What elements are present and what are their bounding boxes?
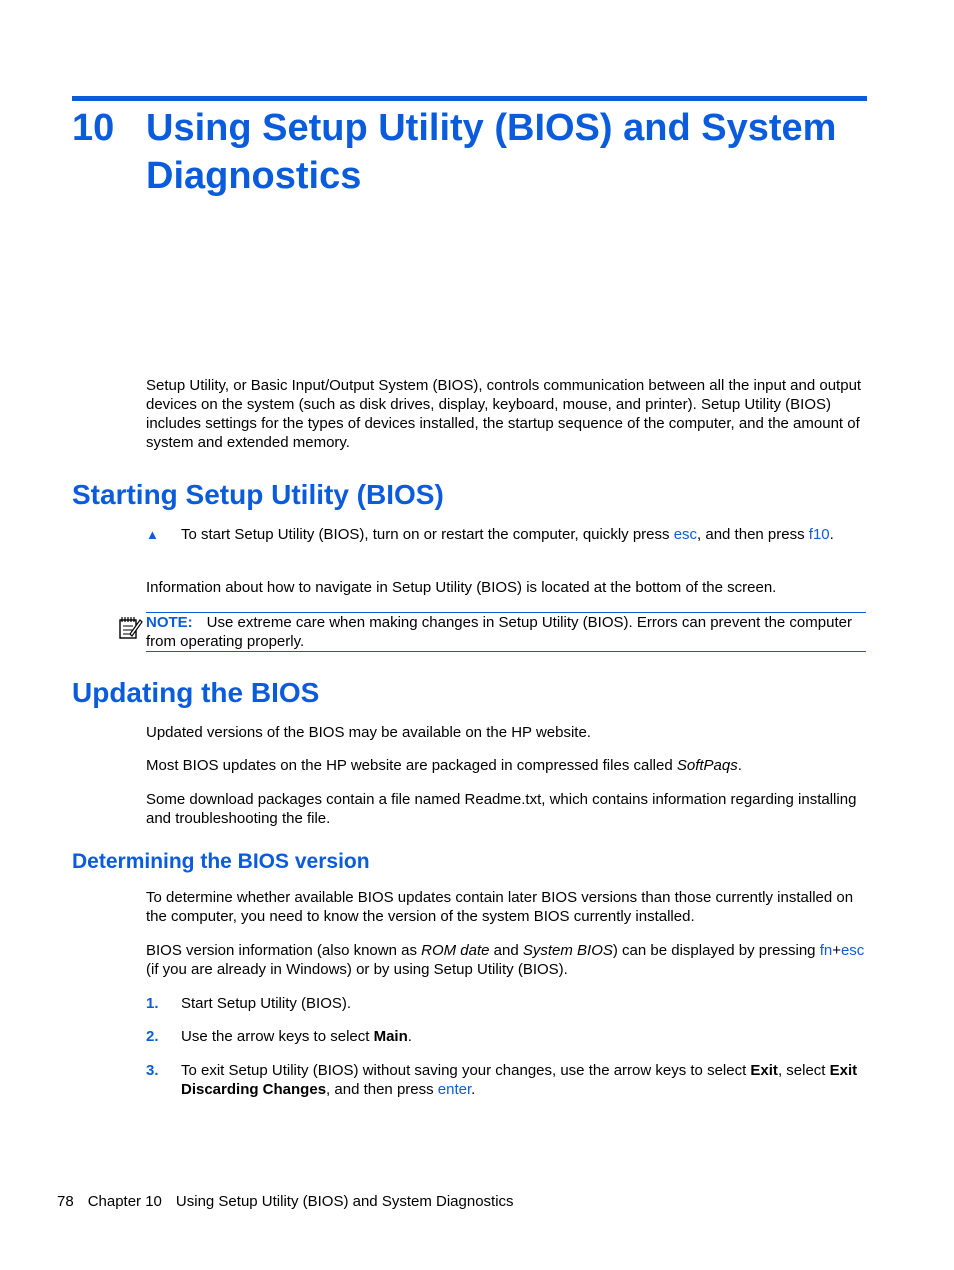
navigation-info: Information about how to navigate in Setup Utility (BIOS) is located at the bottom of the screen. xyxy=(146,579,777,596)
step-2-text-1: Use the arrow keys to select xyxy=(181,1028,374,1045)
rom-date-term: ROM date xyxy=(421,942,490,959)
menu-exit: Exit xyxy=(750,1062,778,1079)
update-paragraph-2 xyxy=(146,756,866,775)
page-number: 78 xyxy=(57,1193,74,1210)
heading-starting-setup-utility: Starting Setup Utility (BIOS) xyxy=(72,479,444,510)
key-enter: enter xyxy=(437,1081,472,1098)
menu-main: Main xyxy=(373,1028,408,1045)
step-3-text-3: , and then press xyxy=(326,1081,438,1098)
version-p2-text-2: and xyxy=(489,942,523,959)
start-instruction-text-3: . xyxy=(829,526,834,543)
version-paragraph-2 xyxy=(146,941,866,979)
key-plus: + xyxy=(832,942,841,959)
step-text-2 xyxy=(181,1027,861,1046)
update-p2-text-2: . xyxy=(737,757,742,774)
step-3-text-2: , select xyxy=(777,1062,830,1079)
update-paragraph-1: Updated versions of the BIOS may be available on the HP website. xyxy=(146,724,591,741)
version-p2-text-4: (if you are already in Windows) or by using Setup Utility (BIOS). xyxy=(146,961,568,978)
version-p2-text-3: ) can be displayed by pressing xyxy=(612,942,820,959)
key-esc-2: esc xyxy=(840,942,865,959)
chapter-number: 10 xyxy=(72,107,115,149)
step-number-3: 3. xyxy=(146,1062,159,1079)
system-bios-term: System BIOS xyxy=(522,942,613,959)
chapter-rule xyxy=(72,96,867,101)
note-label: NOTE: xyxy=(146,614,193,631)
version-paragraph-1: To determine whether available BIOS updates contain later BIOS versions than those currently installed on the computer, you need to know the version of the system BIOS currently installed. xyxy=(146,889,854,925)
start-instruction-text-2: , and then press xyxy=(697,526,809,543)
update-p2-text-1: Most BIOS updates on the HP website are packaged in compressed files called xyxy=(146,757,677,774)
softpaqs-term: SoftPaqs xyxy=(676,757,738,774)
heading-updating-bios: Updating the BIOS xyxy=(72,677,320,708)
note-text: Use extreme care when making changes in Setup Utility (BIOS). Errors can prevent the computer from operating properly. xyxy=(146,614,852,650)
key-fn: fn xyxy=(819,942,833,959)
step-number-2: 2. xyxy=(146,1028,159,1045)
step-3-text-1: To exit Setup Utility (BIOS) without saving your changes, use the arrow keys to select xyxy=(181,1062,751,1079)
key-esc: esc xyxy=(673,526,698,543)
note-paragraph xyxy=(146,613,866,651)
heading-determining-bios-version: Determining the BIOS version xyxy=(72,850,370,873)
footer-chapter-title: Using Setup Utility (BIOS) and System Diagnostics xyxy=(175,1193,514,1210)
page-footer xyxy=(57,1192,528,1211)
step-2-text-2: . xyxy=(407,1028,412,1045)
version-p2-text-1: BIOS version information (also known as xyxy=(146,942,422,959)
step-number-1: 1. xyxy=(146,995,159,1012)
start-instruction xyxy=(181,525,861,544)
start-instruction-text-1: To start Setup Utility (BIOS), turn on or restart the computer, quickly press xyxy=(181,526,674,543)
step-text-3 xyxy=(181,1061,861,1099)
chapter-title xyxy=(72,104,872,200)
footer-chapter-label: Chapter 10 xyxy=(87,1193,162,1210)
step-3-text-4: . xyxy=(471,1081,476,1098)
key-f10: f10 xyxy=(808,526,830,543)
note-pad-icon xyxy=(118,614,144,640)
note-box xyxy=(146,612,866,652)
menu-exit-discarding-changes: Exit Discarding Changes xyxy=(181,1062,858,1098)
intro-paragraph: Setup Utility, or Basic Input/Output System (BIOS), controls communication between all the input and output devices on the system (such as disk drives, display, keyboard, mouse, and printer). Setup Utility (BIOS) includes settings for the types of devices installed, the startup sequence of the computer, and the amount of system and extended memory. xyxy=(146,377,862,451)
step-text-1: Start Setup Utility (BIOS). xyxy=(181,995,352,1012)
update-paragraph-3: Some download packages contain a file named Readme.txt, which contains information regarding installing and troubleshooting the file. xyxy=(146,791,857,827)
bullet-triangle-icon: ▲ xyxy=(146,527,159,542)
chapter-title-text: Using Setup Utility (BIOS) and System Diagnostics xyxy=(146,107,837,197)
